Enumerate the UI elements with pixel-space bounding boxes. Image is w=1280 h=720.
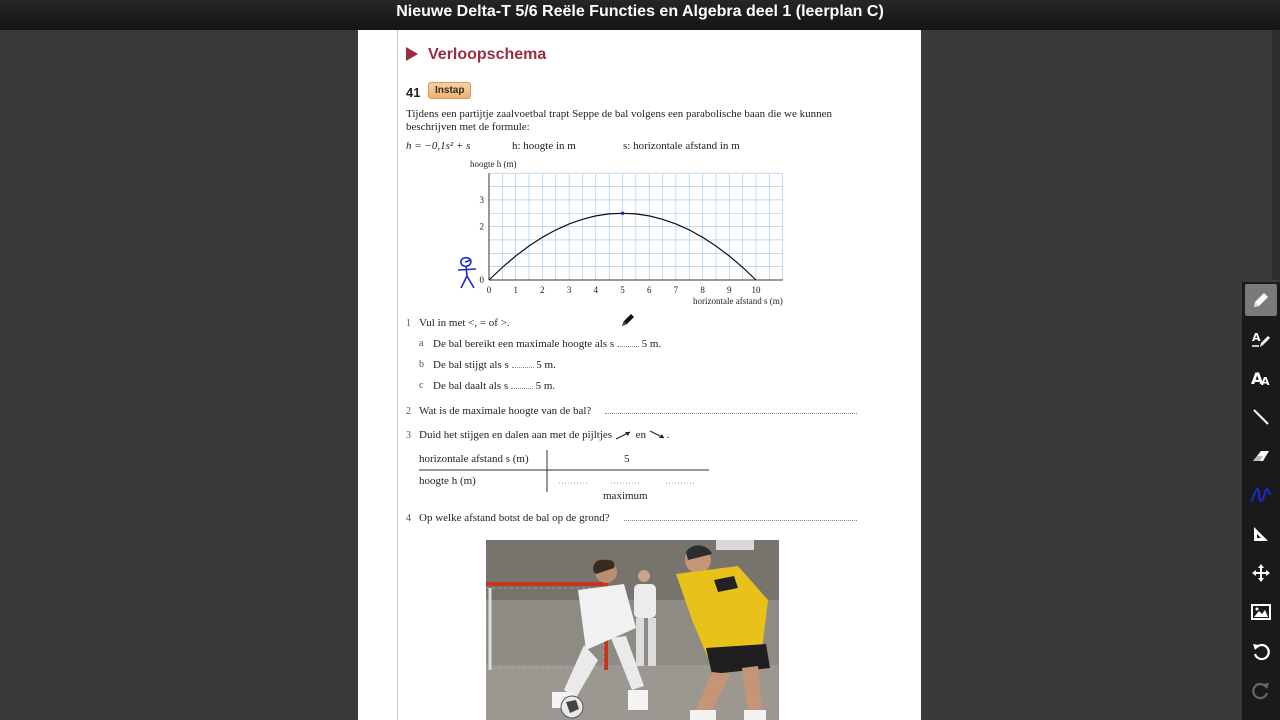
annotation-toolbar	[1242, 282, 1280, 720]
image-icon	[1251, 602, 1271, 622]
x-tick-label: 8	[700, 285, 705, 295]
q1-text: Vul in met <, = of >.	[419, 317, 510, 329]
q1c-after: 5 m.	[535, 380, 556, 392]
table-row2-label: hoogte h (m)	[419, 475, 476, 487]
q1b-after: 5 m.	[536, 359, 556, 371]
q1b-line	[433, 358, 556, 371]
instap-badge: Instap	[428, 82, 471, 99]
x-tick-label: 1	[513, 285, 518, 295]
ruler-triangle-tool-button[interactable]	[1245, 518, 1277, 550]
window-title: Nieuwe Delta-T 5/6 Reële Functies en Algebra deel 1 (leerplan C)	[0, 0, 1280, 30]
redo-tool-button[interactable]	[1245, 674, 1277, 706]
q1b-text: De bal stijgt als s	[433, 359, 509, 371]
text-size-tool-button[interactable]	[1245, 362, 1277, 394]
q1a-letter: a	[419, 338, 424, 349]
x-tick-label: 9	[727, 285, 732, 295]
s-definition: s: horizontale afstand in m	[623, 140, 740, 152]
eraser-tool-button[interactable]	[1245, 440, 1277, 472]
x-tick-label: 3	[566, 285, 572, 295]
h-definition: h: hoogte in m	[512, 140, 576, 152]
x-tick-label: 7	[673, 285, 679, 295]
futsal-photo	[486, 540, 779, 720]
variation-table	[419, 448, 719, 513]
q4-answer-field[interactable]	[624, 520, 857, 521]
text-edit-icon	[1251, 329, 1271, 349]
pen-cursor-icon	[620, 312, 636, 333]
q3-en: en	[635, 429, 646, 441]
line-tool-button[interactable]	[1245, 401, 1277, 433]
x-tick-label: 4	[593, 285, 599, 295]
x-axis-label: horizontale afstand s (m)	[692, 296, 783, 306]
x-tick-label: 0	[486, 285, 492, 295]
q1c-text: De bal daalt als s	[433, 380, 509, 392]
arrow-up-right-icon	[615, 430, 633, 440]
q2-text: Wat is de maximale hoogte van de bal?	[419, 405, 592, 417]
undo-tool-button[interactable]	[1245, 635, 1277, 667]
move-icon	[1251, 563, 1271, 583]
y-tick-label: 2	[479, 221, 484, 232]
y-axis-label: hoogte h (m)	[470, 159, 517, 169]
y-tick-label: 3	[479, 194, 484, 205]
formula: h = −0,1s² + s	[406, 140, 471, 152]
text-edit-tool-button[interactable]	[1245, 323, 1277, 355]
q4-number: 4	[406, 513, 411, 524]
q2-number: 2	[406, 406, 411, 417]
section-title-text: Verloopschema	[428, 46, 547, 63]
intro-text: Tijdens een partijtje zaalvoetbal trapt Seppe de bal volgens een parabolische baan die we kunnen beschrijven met de formule:	[406, 108, 833, 133]
undo-icon	[1251, 641, 1271, 661]
freehand-icon	[1250, 485, 1272, 505]
line-icon	[1251, 407, 1271, 427]
stick-figure-drawing	[454, 254, 482, 292]
q1a-line	[433, 337, 661, 350]
svg-text:A: A	[1252, 331, 1261, 344]
svg-text:A: A	[1251, 369, 1264, 388]
q1b-answer-field[interactable]	[512, 358, 534, 368]
q1b-letter: b	[419, 359, 424, 370]
x-tick-label: 5	[620, 285, 625, 295]
freehand-tool-button[interactable]	[1245, 479, 1277, 511]
q1a-after: 5 m.	[641, 338, 662, 350]
table-row1-value: 5	[624, 453, 630, 465]
document-page	[358, 30, 921, 720]
x-tick-label: 2	[540, 285, 545, 295]
pencil-icon	[1251, 290, 1271, 310]
q1a-answer-field[interactable]	[617, 337, 639, 347]
q1c-line	[433, 379, 555, 392]
q3-text: Duid het stijgen en dalen aan met de pijltjes	[419, 429, 613, 441]
image-tool-button[interactable]	[1245, 596, 1277, 628]
arrow-down-right-icon	[649, 430, 667, 440]
q1c-letter: c	[419, 380, 424, 391]
eraser-icon	[1251, 446, 1271, 466]
x-tick-label: 6	[646, 285, 652, 295]
redo-icon	[1251, 680, 1271, 700]
vertex-marker	[621, 212, 624, 215]
q2-answer-field[interactable]	[605, 413, 857, 414]
section-title	[406, 46, 546, 64]
page-margin-line	[397, 30, 398, 720]
q1c-answer-field[interactable]	[511, 379, 533, 389]
text-size-icon	[1251, 368, 1271, 388]
table-maximum: maximum	[603, 490, 648, 502]
pencil-tool-button[interactable]	[1245, 284, 1277, 316]
q1-number: 1	[406, 318, 411, 329]
x-tick-label: 10	[751, 285, 761, 295]
table-row1-label: horizontale afstand s (m)	[419, 453, 529, 465]
page-scrollbar[interactable]	[1272, 30, 1280, 280]
q3-line: Duid het stijgen en dalen aan met de pijltjes en .	[419, 429, 670, 441]
move-tool-button[interactable]	[1245, 557, 1277, 589]
q1a-text: De bal bereikt een maximale hoogte als s	[433, 338, 615, 350]
q3-number: 3	[406, 430, 411, 441]
exercise-number: 41	[406, 85, 421, 100]
q4-text: Op welke afstand botst de bal op de grond?	[419, 512, 610, 524]
ruler-triangle-icon	[1251, 524, 1271, 544]
play-triangle-icon	[406, 47, 418, 61]
parabola-chart	[468, 158, 798, 313]
svg-text:A: A	[1261, 375, 1270, 388]
y-tick-label: 0	[479, 275, 484, 285]
